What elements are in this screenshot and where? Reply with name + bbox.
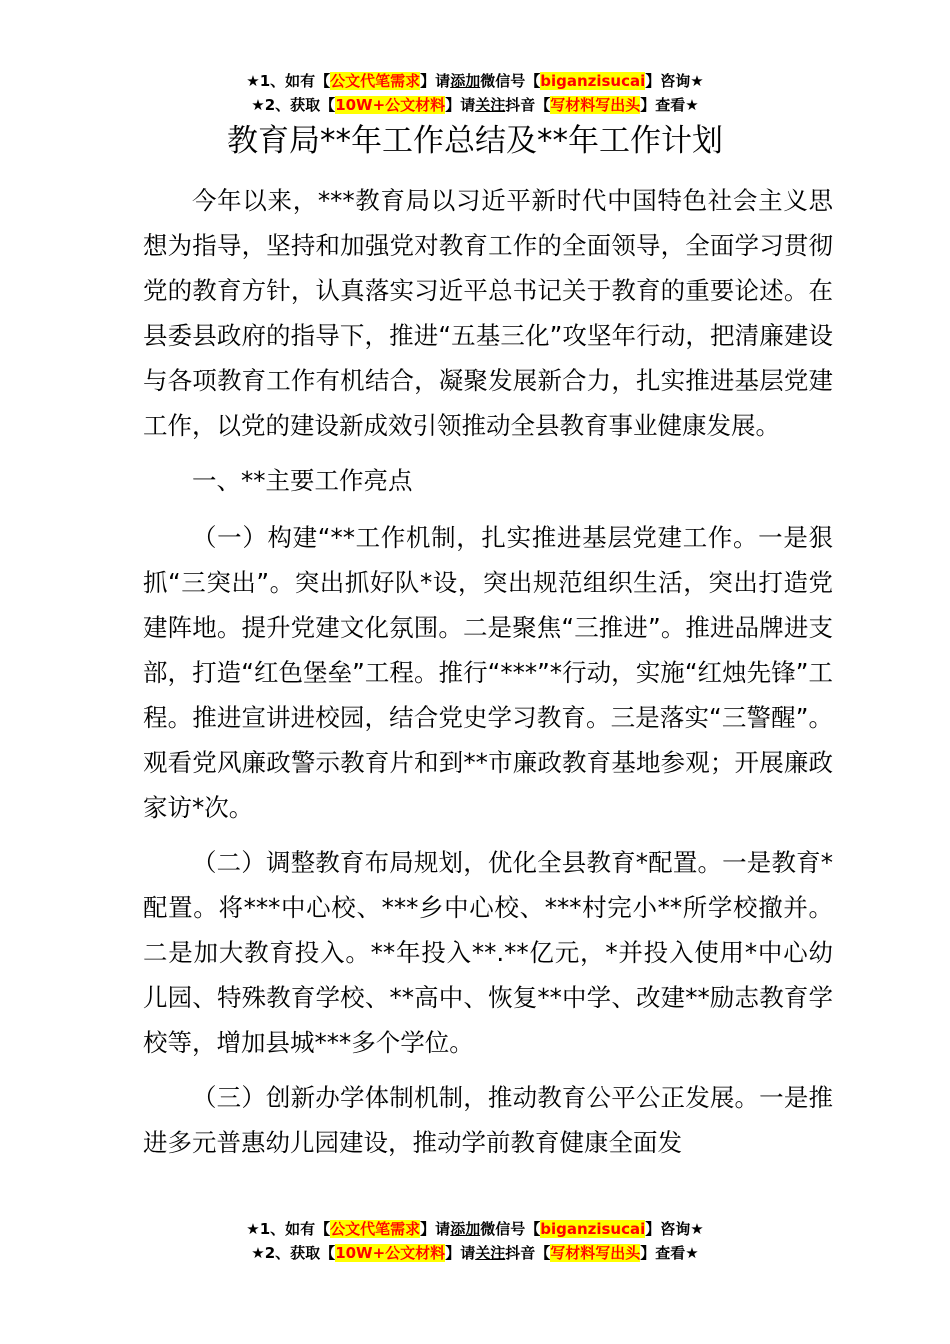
body-paragraph: （三）创新办学体制机制，推动教育公平公正发展。一是推进多元普惠幼儿园建设，推动学前教育健康全面发: [143, 1083, 833, 1157]
promo-text: 】请: [445, 1244, 476, 1262]
promo-highlight: 写材料写出头: [550, 96, 641, 114]
promo-line-2: [0, 93, 950, 117]
promo-underline: 添加: [450, 1220, 481, 1238]
document-title: 教育局**年工作总结及**年工作计划: [227, 123, 723, 159]
promo-highlight: 10W+公文材料: [335, 1244, 446, 1262]
promo-highlight: 公文代笔需求: [330, 1220, 421, 1238]
promo-text: ★2、获取【: [251, 1244, 336, 1262]
document-body: [143, 178, 833, 1175]
promo-text: ★1、如有【: [246, 72, 331, 90]
promo-highlight: biganzisucai: [540, 1220, 646, 1238]
promo-line-2: [0, 1241, 950, 1265]
promo-text: 抖音【: [505, 96, 551, 114]
promo-highlight: 写材料写出头: [550, 1244, 641, 1262]
promo-underline: 关注: [475, 96, 506, 114]
promo-text: 】查看★: [640, 1244, 699, 1262]
promo-text: 】咨询★: [645, 1220, 704, 1238]
promo-line-1: [0, 69, 950, 93]
footer-promo-banner: [0, 1217, 950, 1265]
promo-text: 】咨询★: [645, 72, 704, 90]
promo-text: 抖音【: [505, 1244, 551, 1262]
intro-paragraph: 今年以来，***教育局以习近平新时代中国特色社会主义思想为指导，坚持和加强党对教育工作的全面领导，全面学习贯彻党的教育方针，认真落实习近平总书记关于教育的重要论述。在县委县政府的指导下，推进“五基三化”攻坚年行动，把清廉建设与各项教育工作有机结合，凝聚发展新合力，扎实推进基层党建工作，以党的建设新成效引领推动全县教育事业健康发展。: [143, 186, 833, 440]
promo-text: 微信号【: [480, 72, 541, 90]
promo-text: 微信号【: [480, 1220, 541, 1238]
header-promo-banner: [0, 69, 950, 117]
promo-text: 】请: [420, 1220, 451, 1238]
promo-text: ★2、获取【: [251, 96, 336, 114]
promo-highlight: 10W+公文材料: [335, 96, 446, 114]
promo-text: 】请: [445, 96, 476, 114]
body-paragraph: （二）调整教育布局规划，优化全县教育*配置。一是教育*配置。将***中心校、***乡中心校、***村完小**所学校撤并。二是加大教育投入。**年投入**.**亿元，*并投入使用*中心幼儿园、特殊教育学校、**高中、恢复**中学、改建**励志教育学校等，增加县城***多个学位。: [143, 848, 833, 1057]
promo-text: 】查看★: [640, 96, 699, 114]
body-paragraph: （一）构建“**工作机制，扎实推进基层党建工作。一是狠抓“三突出”。突出抓好队*设，突出规范组织生活，突出打造党建阵地。提升党建文化氛围。二是聚焦“三推进”。推进品牌进支部，打造“红色堡垒”工程。推行“***”*行动，实施“红烛先锋”工程。推进宣讲进校园，结合党史学习教育。三是落实“三警醒”。观看党风廉政警示教育片和到**市廉政教育基地参观；开展廉政家访*次。: [143, 523, 833, 822]
promo-underline: 关注: [475, 1244, 506, 1262]
promo-highlight: biganzisucai: [540, 72, 646, 90]
promo-text: ★1、如有【: [246, 1220, 331, 1238]
section-heading: 一、**主要工作亮点: [192, 466, 413, 495]
promo-underline: 添加: [450, 72, 481, 90]
promo-line-1: [0, 1217, 950, 1241]
promo-highlight: 公文代笔需求: [330, 72, 421, 90]
promo-text: 】请: [420, 72, 451, 90]
